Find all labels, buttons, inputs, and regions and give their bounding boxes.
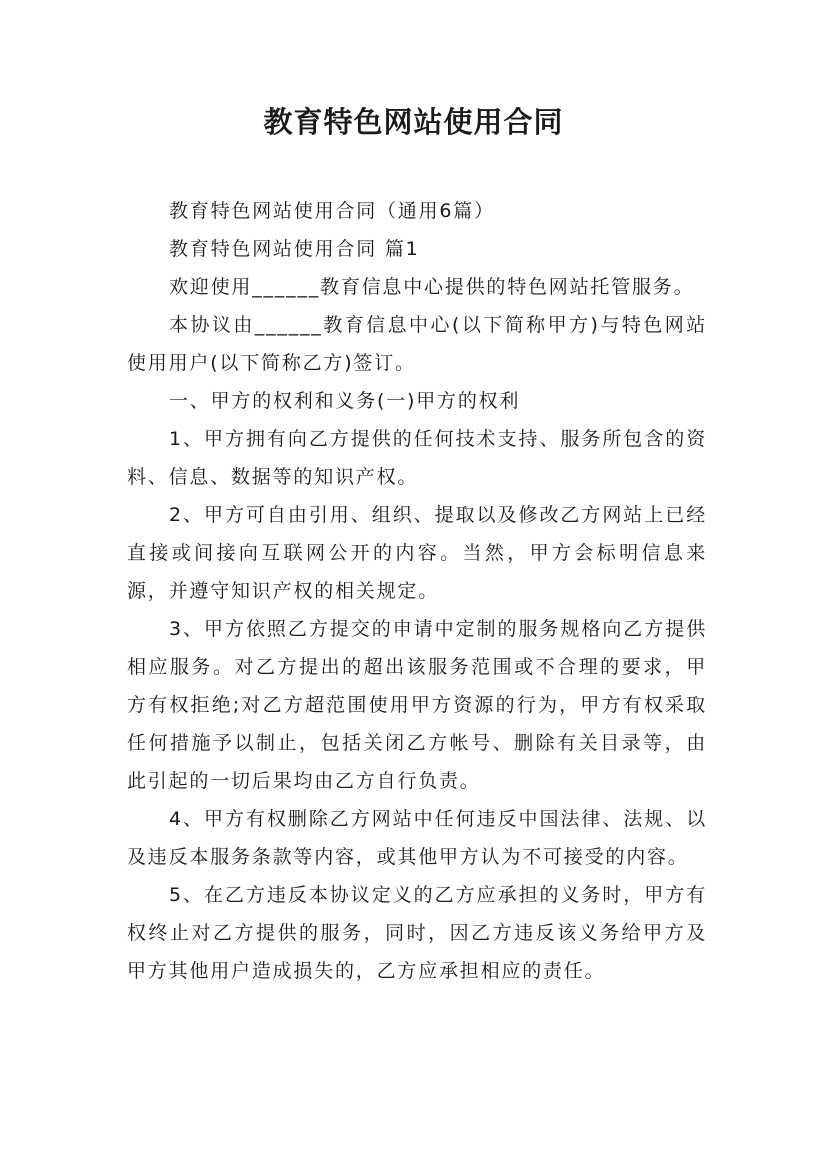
paragraph-clause-4: 4、甲方有权删除乙方网站中任何违反中国法律、法规、以及违反本服务条款等内容，或其他甲方认为不可接受的内容。 xyxy=(127,808,707,868)
paragraph-clause-1: 1、甲方拥有向乙方提供的任何技术支持、服务所包含的资料、信息、数据等的知识产权。 xyxy=(127,428,707,488)
paragraph-welcome: 欢迎使用______教育信息中心提供的特色网站托管服务。 xyxy=(169,276,695,298)
paragraph-subtitle: 教育特色网站使用合同（通用6篇） xyxy=(169,200,495,222)
paragraph-clause-5: 5、在乙方违反本协议定义的乙方应承担的义务时，甲方有权终止对乙方提供的服务，同时，因乙方违反该义务给甲方及甲方其他用户造成损失的，乙方应承担相应的责任。 xyxy=(127,884,707,982)
document-body xyxy=(127,192,707,990)
paragraph-clause-2: 2、甲方可自由引用、组织、提取以及修改乙方网站上已经直接或间接向互联网公开的内容。当然，甲方会标明信息来源，并遵守知识产权的相关规定。 xyxy=(127,504,707,602)
paragraph-rights-heading: 一、甲方的权利和义务(一)甲方的权利 xyxy=(169,390,521,412)
paragraph-clause-3: 3、甲方依照乙方提交的申请中定制的服务规格向乙方提供相应服务。对乙方提出的超出该服务范围或不合理的要求，甲方有权拒绝;对乙方超范围使用甲方资源的行为，甲方有权采取任何措施予以制止，包括关闭乙方帐号、删除有关目录等，由此引起的一切后果均由乙方自行负责。 xyxy=(127,618,707,792)
paragraph-parties: 本协议由______教育信息中心(以下简称甲方)与特色网站使用用户(以下简称乙方)签订。 xyxy=(127,314,707,374)
paragraph-section-heading: 教育特色网站使用合同 篇1 xyxy=(169,238,420,260)
document-title: 教育特色网站使用合同 xyxy=(263,105,564,139)
